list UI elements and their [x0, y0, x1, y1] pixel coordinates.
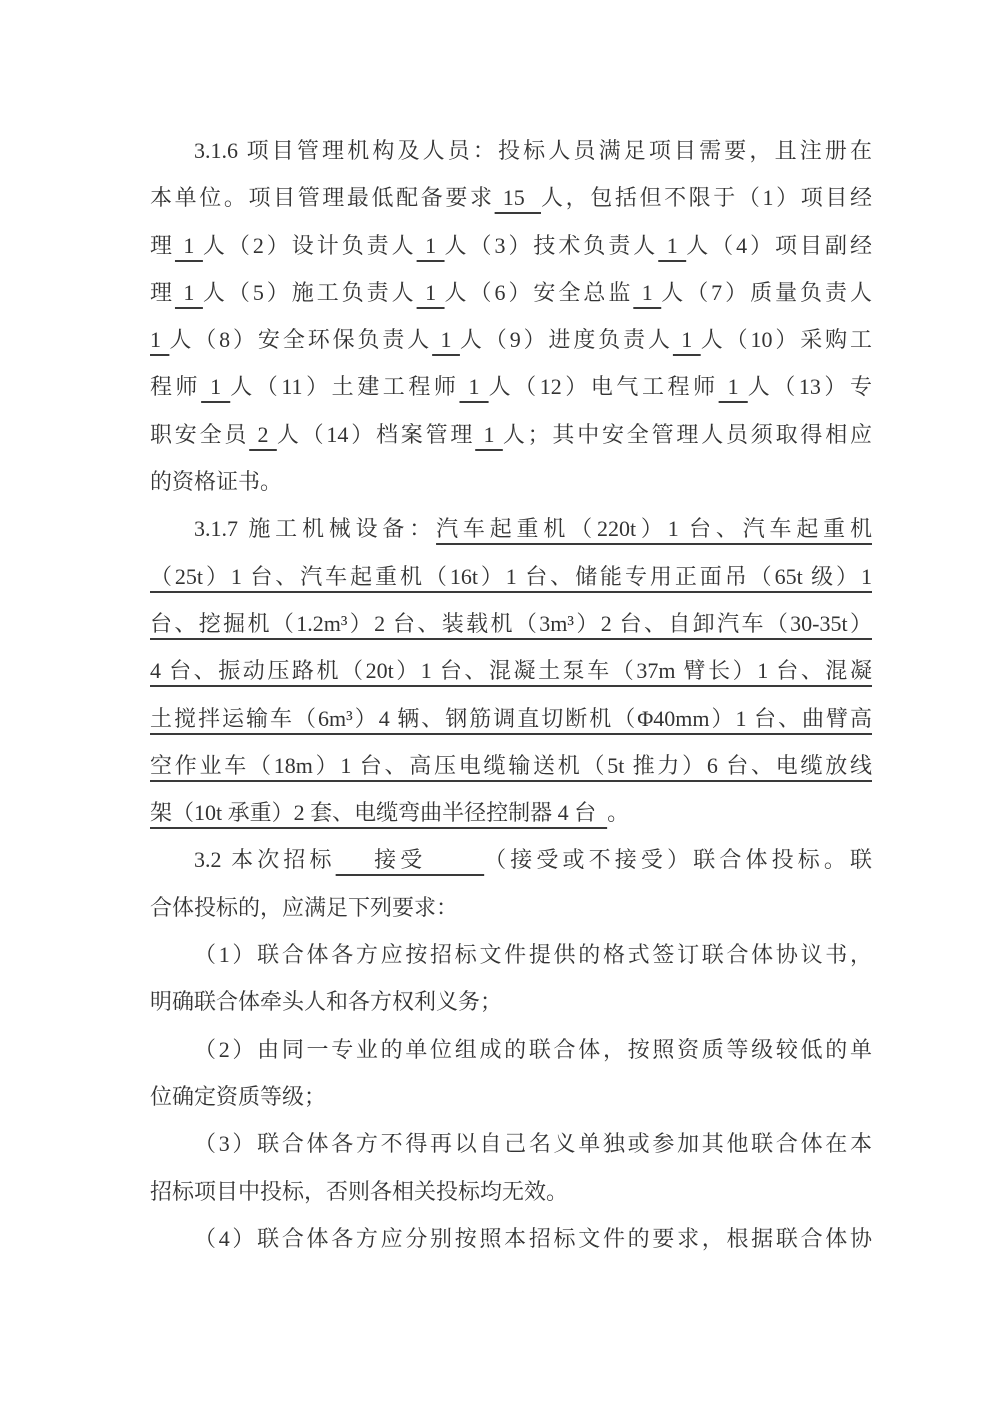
text-segment: 本单位。项目管理最低配备要求	[150, 185, 495, 211]
underlined-text: 台、挖掘机（1.2m³）2 台、装载机（3m³）2 台、自卸汽车（30-35t）	[150, 610, 872, 636]
underlined-text: （25t）1 台、汽车起重机（16t）1 台、储能专用正面吊（65t 级）1	[150, 563, 872, 589]
text-segment: 人（10）采购工	[700, 327, 873, 353]
text-segment: 理	[150, 232, 175, 258]
paragraph-section-3-1-7	[150, 505, 872, 836]
text-line	[150, 127, 872, 174]
text-segment: （4）联合体各方应分别按照本招标文件的要求，根据联合体协	[194, 1225, 872, 1251]
text-line	[150, 978, 872, 1025]
text-line	[150, 1026, 872, 1073]
underlined-text: 1	[475, 421, 503, 447]
text-segment: 人（2）设计负责人	[202, 232, 417, 258]
underlined-text: 接受	[335, 847, 485, 873]
text-line	[150, 363, 872, 410]
text-line	[150, 411, 872, 458]
text-segment: （1）联合体各方应按招标文件提供的格式签订联合体协议书，	[194, 942, 872, 968]
text-segment: 3.2 本次招标	[194, 847, 336, 873]
text-segment: 的资格证书。	[150, 469, 283, 495]
text-line	[150, 505, 872, 552]
text-line	[150, 174, 872, 221]
text-line	[150, 553, 872, 600]
text-line	[150, 600, 872, 647]
text-line	[150, 269, 872, 316]
text-line	[150, 458, 872, 505]
text-segment: 人（6）安全总监	[444, 279, 634, 305]
underlined-text: 1	[672, 327, 701, 353]
underlined-text: 1	[201, 374, 231, 400]
underlined-text: 1	[174, 232, 203, 258]
text-line	[150, 695, 872, 742]
text-line	[150, 647, 872, 694]
document-page-body	[150, 127, 872, 1262]
underlined-text: 1	[718, 374, 748, 400]
text-segment: 招标项目中投标，否则各相关投标均无效。	[150, 1178, 569, 1204]
underlined-text: 空作业车（18m）1 台、高压电缆输送机（5t 推力）6 台、电缆放线	[150, 752, 872, 778]
underlined-text: 1	[459, 374, 489, 400]
text-segment: 理	[150, 279, 175, 305]
paragraph-item-1	[150, 931, 872, 1026]
paragraph-section-3-1-6	[150, 127, 872, 505]
text-line	[150, 789, 872, 836]
text-segment: 。	[607, 800, 630, 826]
underlined-text: 1	[174, 279, 203, 305]
text-segment: 人（5）施工负责人	[202, 279, 417, 305]
text-segment: 人（8）安全环保负责人	[169, 327, 433, 353]
text-line	[150, 836, 872, 883]
text-segment: 程师	[150, 374, 202, 400]
text-line	[150, 1120, 872, 1167]
text-segment: （3）联合体各方不得再以自己名义单独或参加其他联合体在本	[194, 1131, 872, 1157]
text-line	[150, 222, 872, 269]
text-segment: 3.1.7 施工机械设备：	[194, 516, 437, 542]
text-segment: 明确联合体牵头人和各方权利义务；	[150, 989, 503, 1015]
text-segment: 人（11）土建工程师	[230, 374, 460, 400]
underlined-text: 1	[416, 232, 445, 258]
underlined-text: 1	[416, 279, 445, 305]
text-segment: 人，包括但不限于（1）项目经	[540, 185, 872, 211]
underlined-text: 土搅拌运输车（6m³）4 辆、钢筋调直切断机（Φ40mm）1 台、曲臂高	[150, 705, 872, 731]
text-segment: 人（12）电气工程师	[488, 374, 719, 400]
text-segment: 人（4）项目副经	[686, 232, 872, 258]
paragraph-item-4	[150, 1215, 872, 1262]
underlined-text: 汽车起重机（220t）1 台、汽车起重机	[436, 516, 872, 542]
text-line	[150, 1168, 872, 1215]
paragraph-section-3-2	[150, 836, 872, 931]
text-line	[150, 931, 872, 978]
underlined-text: 15	[494, 185, 541, 211]
underlined-text: 4 台、振动压路机（20t）1 台、混凝土泵车（37m 臂长）1 台、混凝	[150, 658, 872, 684]
text-line	[150, 316, 872, 363]
text-line	[150, 1073, 872, 1120]
text-segment: 职安全员	[150, 421, 250, 447]
text-segment: （接受或不接受）联合体投标。联	[484, 847, 872, 873]
paragraph-item-2	[150, 1026, 872, 1121]
text-segment: 合体投标的，应满足下列要求：	[150, 894, 459, 920]
underlined-text: 架（10t 承重）2 套、电缆弯曲半径控制器 4 台	[150, 800, 608, 826]
text-line	[150, 1215, 872, 1262]
text-segment: 3.1.6 项目管理机构及人员：投标人员满足项目需要，且注册在	[194, 138, 872, 163]
text-segment: （2）由同一专业的单位组成的联合体，按照资质等级较低的单	[194, 1036, 872, 1062]
text-segment: 人（14）档案管理	[276, 421, 476, 447]
underlined-text: 1	[633, 279, 662, 305]
text-segment: 人（3）技术负责人	[444, 232, 659, 258]
underlined-text: 1	[150, 327, 170, 353]
underlined-text: 1	[432, 327, 460, 353]
text-segment: 位确定资质等级；	[150, 1083, 327, 1109]
text-segment: 人（13）专	[747, 374, 872, 400]
underlined-text: 1	[658, 232, 687, 258]
underlined-text: 2	[249, 421, 277, 447]
paragraph-item-3	[150, 1120, 872, 1215]
text-line	[150, 884, 872, 931]
text-segment: 人；其中安全管理人员须取得相应	[502, 421, 872, 447]
text-segment: 人（9）进度负责人	[459, 327, 673, 353]
text-segment: 人（7）质量负责人	[661, 279, 872, 305]
text-line	[150, 742, 872, 789]
